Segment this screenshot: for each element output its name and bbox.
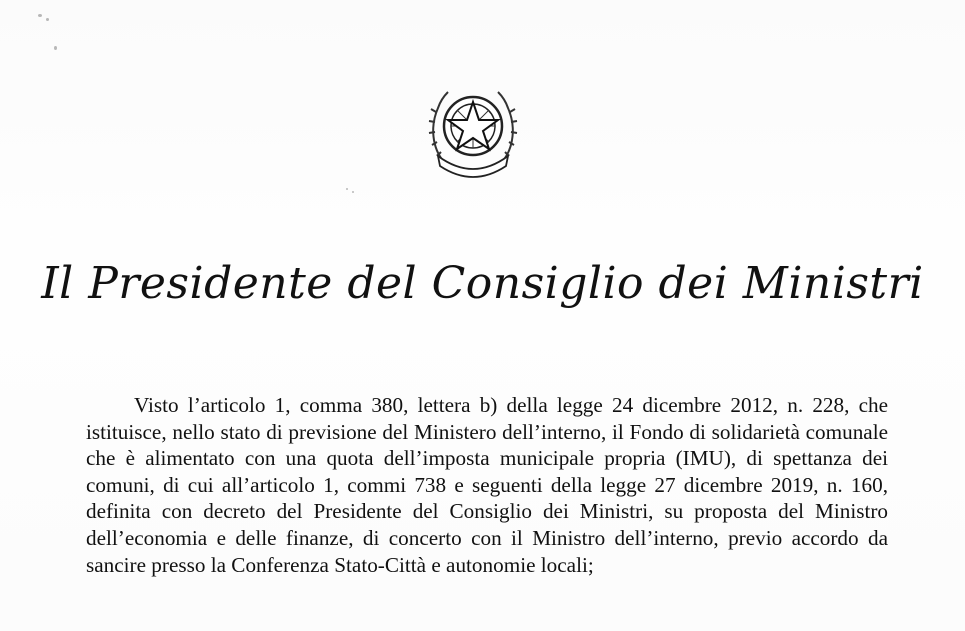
document-body bbox=[86, 392, 888, 578]
body-paragraph: Visto l’articolo 1, comma 380, lettera b) della legge 24 dicembre 2012, n. 228, che istituisce, nello stato di previsione del Ministero dell’interno, il Fondo di solidarietà comunale che è alimentato con una quota dell’imposta municipale propria (IMU), di spettanza dei comuni, di cui all’articolo 1, commi 738 e seguenti della legge 27 dicembre 2019, n. 160, definita con decreto del Presidente del Consiglio dei Ministri, su proposta del Ministro dell’economia e delle finanze, di concerto con il Ministro dell’interno, previo accordo da sancire presso la Conferenza Stato-Città e autonomie locali; bbox=[86, 393, 888, 577]
scan-speck bbox=[38, 14, 42, 17]
scan-speck bbox=[352, 191, 354, 193]
italian-republic-emblem-icon bbox=[426, 82, 520, 186]
scan-speck bbox=[54, 46, 57, 50]
scan-speck bbox=[346, 188, 348, 190]
scan-speck bbox=[46, 18, 49, 21]
document-heading: Il Presidente del Consiglio dei Ministri bbox=[41, 258, 924, 309]
